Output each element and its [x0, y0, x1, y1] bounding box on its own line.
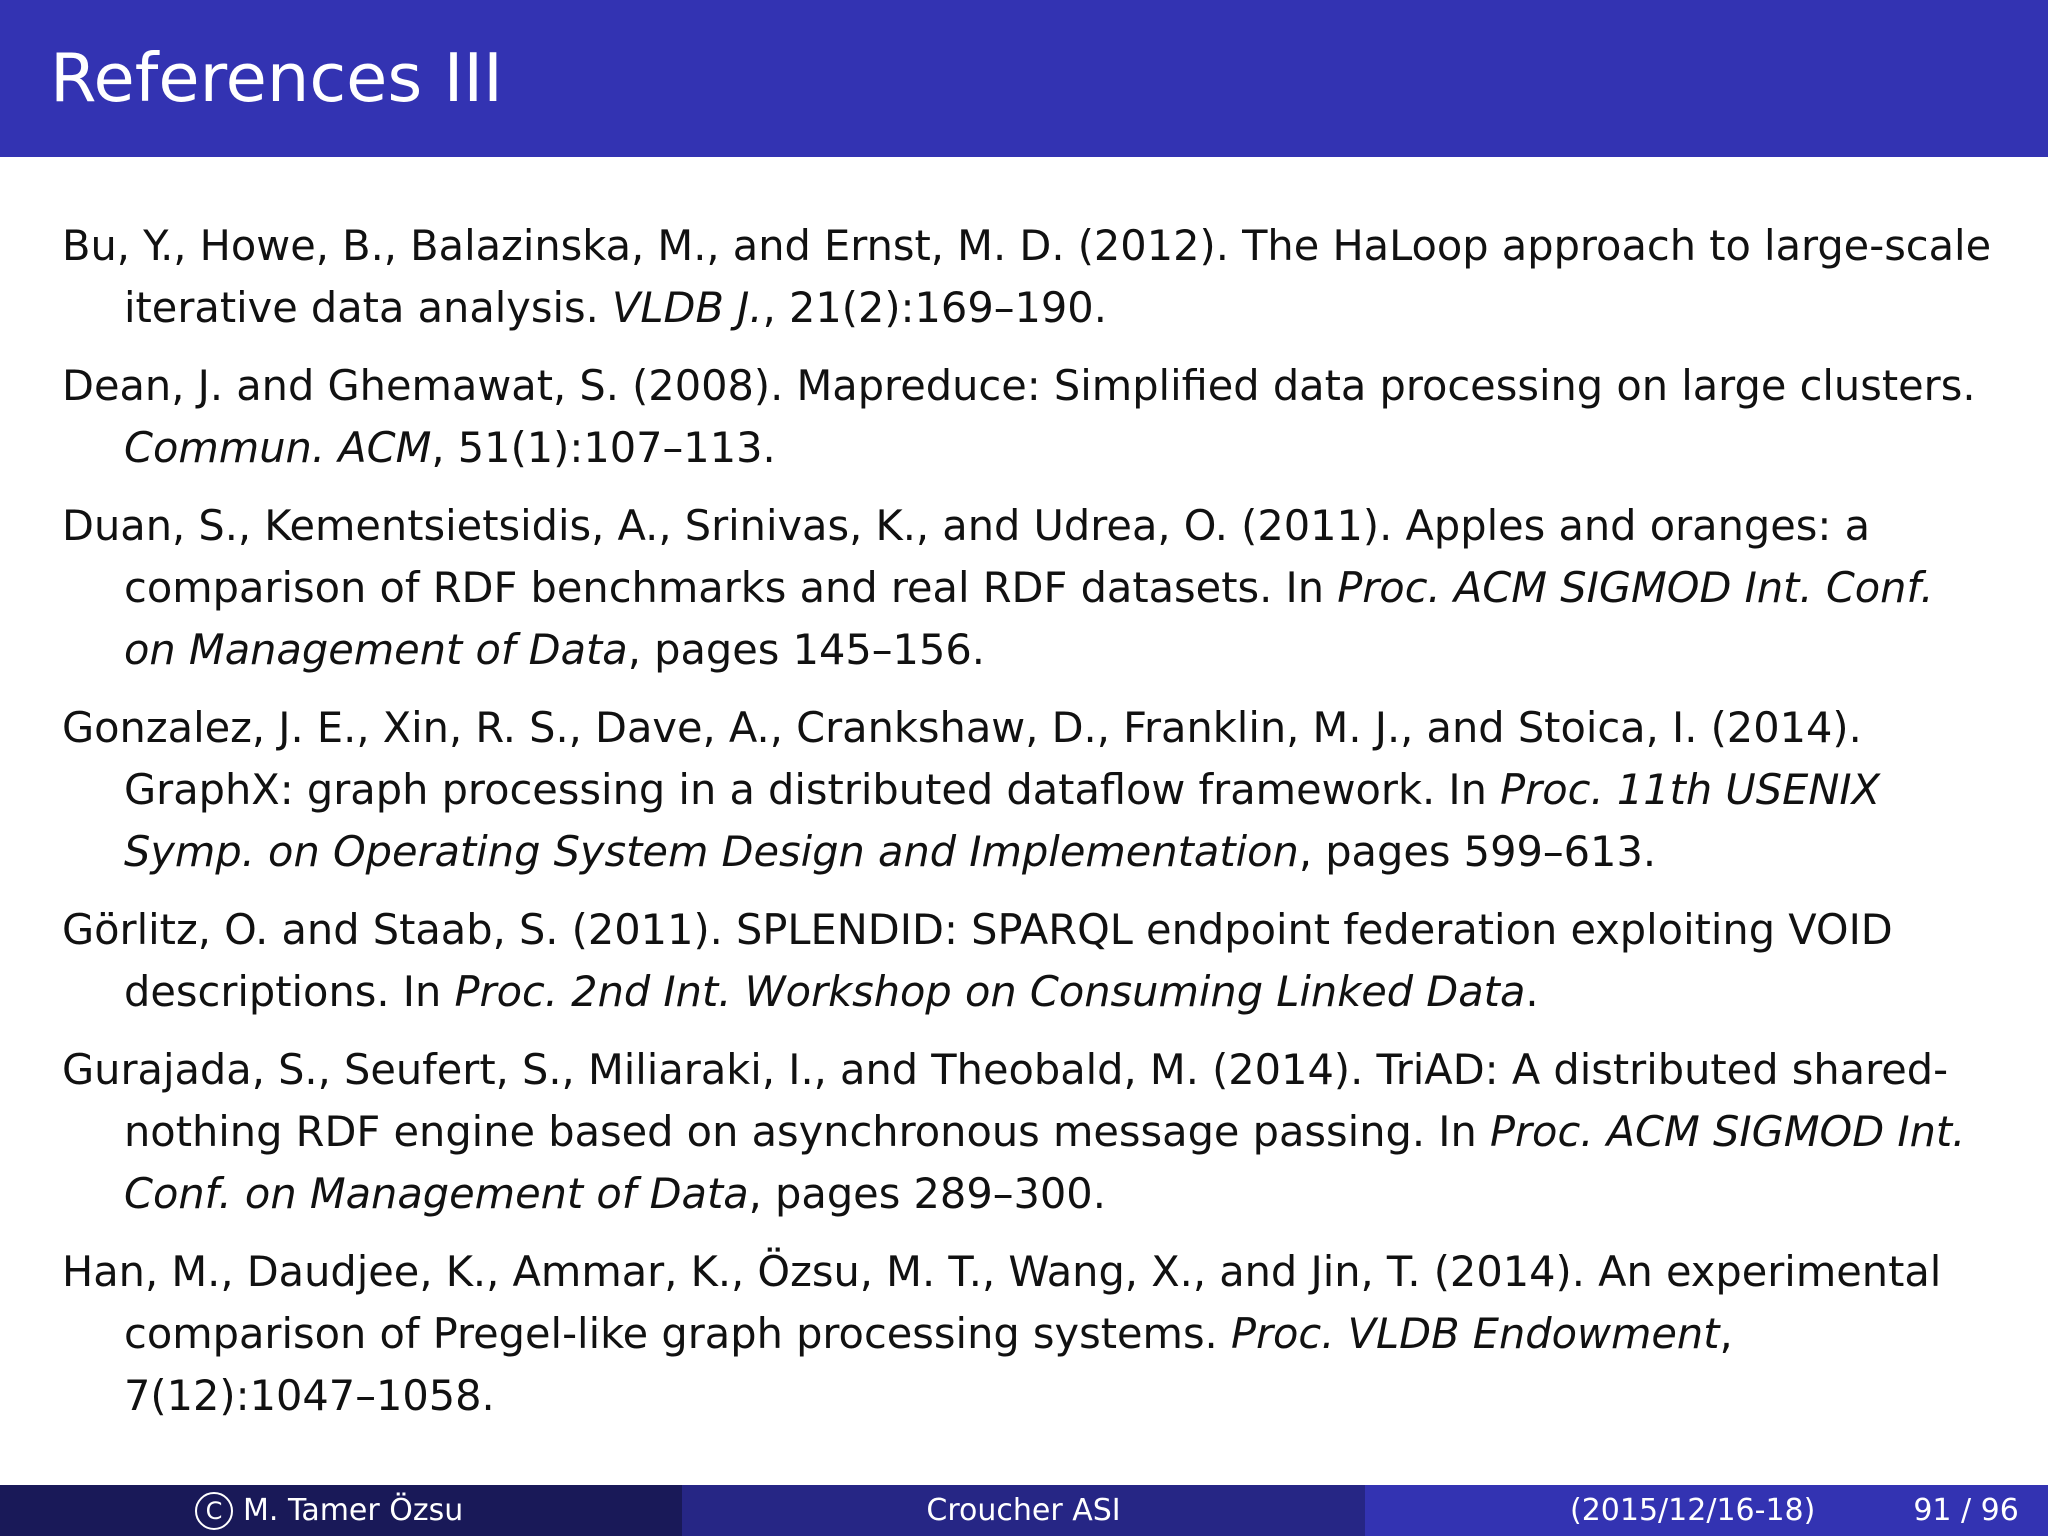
footer-date-section [1365, 1485, 2048, 1536]
footer-page-number: 91 / 96 [1913, 1493, 2019, 1528]
reference-authors-title: Han, M., Daudjee, K., Ammar, K., Özsu, M. T., Wang, X., and Jin, T. (2014). An experimental comparison of Pregel-like graph processing systems. [62, 1247, 1942, 1358]
copyright-icon: C [195, 1492, 233, 1530]
reference-venue: Proc. 2nd Int. Workshop on Consuming Linked Data [454, 967, 1526, 1016]
reference-item [62, 899, 1992, 1023]
reference-list [62, 215, 1992, 1443]
reference-venue: Proc. VLDB Endowment [1230, 1309, 1720, 1358]
reference-venue: Proc. ACM SIGMOD Int. Conf. on Management of Data [124, 563, 1934, 674]
footer-event: Croucher ASI [926, 1493, 1121, 1528]
reference-details: , 21(2):169–190. [762, 283, 1107, 332]
reference-details: , pages 599–613. [1298, 827, 1657, 876]
reference-item [62, 1241, 1992, 1427]
title-bar [0, 0, 2048, 157]
reference-authors-title: Görlitz, O. and Staab, S. (2011). SPLENDID: SPARQL endpoint federation exploiting VOID descriptions. In [62, 905, 1893, 1016]
reference-details: , 7(12):1047–1058. [124, 1309, 1733, 1420]
footer-author-section [0, 1485, 682, 1536]
reference-venue: Proc. 11th USENIX Symp. on Operating System Design and Implementation [124, 765, 1881, 876]
reference-venue: VLDB J. [612, 283, 763, 332]
reference-authors-title: Gonzalez, J. E., Xin, R. S., Dave, A., Crankshaw, D., Franklin, M. J., and Stoica, I. (2014). GraphX: graph processing in a distributed dataflow framework. In [62, 703, 1862, 814]
footer-date: (2015/12/16-18) [1570, 1493, 1816, 1528]
reference-authors-title: Dean, J. and Ghemawat, S. (2008). Mapreduce: Simplified data processing on large clusters. [62, 361, 1976, 410]
reference-item [62, 697, 1992, 883]
reference-item [62, 1039, 1992, 1225]
reference-authors-title: Gurajada, S., Seufert, S., Miliaraki, I., and Theobald, M. (2014). TriAD: A distributed shared-nothing RDF engine based on asynchronous message passing. In [62, 1045, 1949, 1156]
reference-item [62, 495, 1992, 681]
reference-details: , pages 289–300. [748, 1169, 1106, 1218]
reference-details: . [1525, 967, 1539, 1016]
reference-item [62, 215, 1992, 339]
footer [0, 1485, 2048, 1536]
reference-authors-title: Bu, Y., Howe, B., Balazinska, M., and Ernst, M. D. (2012). The HaLoop approach to large-scale iterative data analysis. [62, 221, 1992, 332]
reference-details: , pages 145–156. [627, 625, 985, 674]
reference-item [62, 355, 1992, 479]
reference-venue: Proc. ACM SIGMOD Int. Conf. on Management of Data [124, 1107, 1966, 1218]
footer-event-section [682, 1485, 1365, 1536]
slide-title: References III [50, 39, 503, 117]
reference-details: , 51(1):107–113. [431, 423, 776, 472]
footer-author: M. Tamer Özsu [243, 1493, 464, 1528]
reference-venue: Commun. ACM [124, 423, 432, 472]
reference-authors-title: Duan, S., Kementsietsidis, A., Srinivas, K., and Udrea, O. (2011). Apples and oranges: a comparison of RDF benchmarks and real RDF datasets. In [62, 501, 1871, 612]
